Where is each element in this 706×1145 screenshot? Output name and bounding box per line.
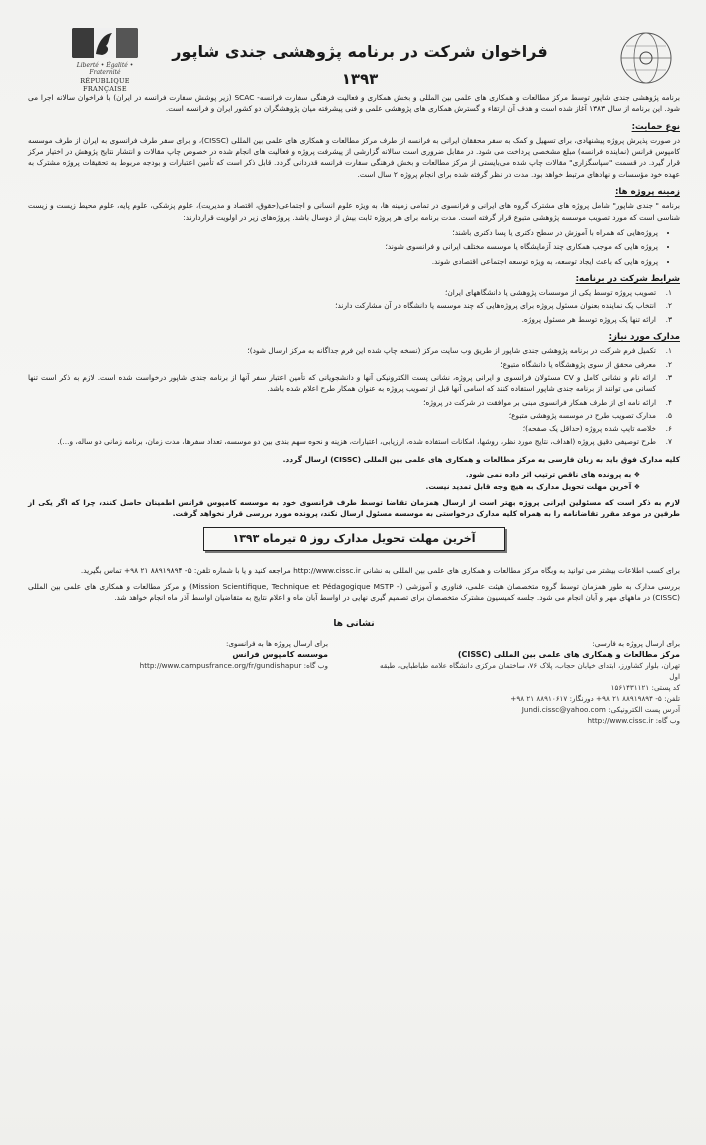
list-item: • پروژه هایی که موجب همکاری چند آزمایشگاه یا موسسه مختلف ایرانی و فرانسوی شوند؛ [28,241,658,252]
france-address-web: وب گاه: http://www.campusfrance.org/fr/gundishapur [139,661,328,671]
list-item: ۲. انتخاب یک نماینده بعنوان مسئول پروژه برای پروژه‌هایی که چند موسسه یا دانشگاه در آن مشارکت دارند؛ [335,301,672,311]
addresses-title: نشانی ها [333,619,375,630]
fields-paragraph: برنامه " جندی شاپور" شامل پروژه های مشترک گروه های ایرانی و فرانسوی در تمامی زمینه ها، به ویژه علوم انسانی و اجتماعی(حقوق، اقتصاد و مدیریت)، علوم پزشکی، علوم پایه، علوم محیط زیست و زیست شناسی است که مورد تصویب موسسه پژوهشی متبوع قرار گرفته است. مدت برنامه برای هر پروژه ثابت بیش از دوسال باشد. پروژه‌های زیر در اولویت قراردارند: [28,201,680,222]
iran-address-org: مرکز مطالعات و همکاری های علمی بین المللی (CISSC) [457,650,680,660]
support-paragraph: در صورت پذیرش پروژه پیشنهادی، برای تسهیل و کمک به سفر محققان ایرانی به فرانسه از طرف مرکز مطالعات و همکاری های علمی بین المللی (CISSC)، و برای سفر طرف فرانسوی به ایران از طرف موسسه کامپوس فرانس (نماینده فرانسه) مبلغ مشخصی پرداخت می شود. در مقابل ضروری است سالانه گزارشی از پیشرفت پروژه و فعالیت های انجام شده در خصوص چاپ مقالات و انتشار نتایج پژوهش در اختیار مرکز قرار گیرد. در قسمت "سپاسگزاری" مقالات چاپ شده می‌بایستی از مرکز مطالعات و بخش فرهنگی سفارت فرانسه قدردانی گردد. قابل ذکر است که تأمین اعتبارات و بودجه مربوط به تحقیقات پروژه مشترک به عهده خود مؤسسات و نهادهای مرتبط خواهد بود. مدت در نظر گرفته شده برای انجام پروژه ۲ سال است. [28,135,680,179]
info-paragraph: برای کسب اطلاعات بیشتر می توانید به وبگاه مرکز مطالعات و همکاری های علمی بین المللی به نشانی http://www.cissc.ir مراجعه کنید و یا با شماره تلفن: ۵- ۸۸۹۱۹۸۹۴ ۲۱ ۹۸+ تماس بگیرید. [80,566,680,576]
iran-address-phone: تلفن: ۵- ۸۸۹۱۹۸۹۴ ۲۱ ۹۸+ دورنگار: ۸۸۹۱۰۶۱۷ ۲۱ ۹۸+ [510,694,680,704]
review-paragraph: بررسی مدارک به طور همزمان توسط گروه متخصصان هیئت علمی، فناوری و آموزشی (- Mission Scientifique, Technique et Pédagogique MSTP) و مرکز مطالعات و همکاری های علمی بین المللی (CISSC) در ماههای مهر و آبان انجام می شود. جلسه کمیسیون مشترک متخصصان برای تصمیم گیری نهایی در اواسط آبان ماه و اعلام نتایج به متقاضیان اواسط آذر ماه انجام خواهد شد. [28,581,681,602]
intro-paragraph: برنامه پژوهشی جندی شاپور توسط مرکز مطالعات و همکاری های علمی بین المللی و بخش همکاری و فعالیت فرهنگی سفارت فرانسه- SCAC (زیر پوشش سفارت فرانسه در ایران) با فراخوان سالانه اجرا می شود. این برنامه از سال ۱۳۸۳ آغاز شده است و هدف آن ارتقاء و گسترش همکاری های پژوهشی علمی و فنی پیشرفته میان پژوهشگران دو کشور ایران و فرانسه است. [28,93,680,114]
list-item: ۶. خلاصه تایپ شده پروژه (حداقل یک صفحه)؛ [522,424,672,434]
support-heading: نوع حمایت: [631,121,680,132]
france-address [28,638,328,726]
documents-list [28,345,680,447]
list-item: ۲. معرفی محقق از سوی پژوهشگاه یا دانشگاه متبوع؛ [500,359,672,369]
iran-address [380,638,680,726]
page-title: فراخوان شرکت در برنامه پژوهشی جندی شاپور [172,42,548,61]
france-address-org: موسسه کامپوس فرانس [232,650,328,660]
documents-heading: مدارک مورد نیاز: [608,332,680,343]
addresses-section [28,638,680,726]
list-item: ۵. مدارک تصویب طرح در موسسه پژوهشی متبوع؛ [508,410,672,420]
document-body [28,92,680,726]
deadline-box: آخرین مهلت تحویل مدارک روز ۵ تیرماه ۱۳۹۳ [203,527,505,551]
list-item: ❖ آخرین مهلت تحویل مدارک به هیچ وجه قابل تمدید نیست. [28,481,640,493]
fields-heading: زمینه پروژه ها: [614,187,680,198]
france-address-caption: برای ارسال پروژه ها به فرانسوی: [226,639,328,649]
priority-list [28,227,680,267]
list-item: ۳. ارائه تنها یک پروژه توسط هر مسئول پروژه. [521,314,672,324]
iran-address-web: وب گاه: http://www.cissc.ir [587,716,680,726]
iran-address-caption: برای ارسال پروژه به فارسی: [592,639,680,649]
list-item: ۱. تکمیل فرم شرکت در برنامه پژوهشی جندی شاپور از طریق وب سایت مرکز (نسخه چاپ شده این فرم جداگانه به مرکز ارسال شود)؛ [247,346,672,356]
logo-motto: Liberté • Égalité • Fraternité [76,62,134,76]
list-item: ۱. تصویب پروژه توسط یکی از موسسات پژوهشی یا دانشگاههای ایران؛ [444,288,672,298]
page-year: ۱۳۹۳ [341,70,379,88]
notice-list [28,469,680,494]
notice-paragraph: کلیه مدارک فوق باید به زبان فارسی به مرکز مطالعات و همکاری های علمی بین المللی (CISSC) ارسال گردد. [282,454,680,464]
iran-address-postal: کد پستی: ۱۵۶۱۴۳۱۱۲۱ [610,683,680,693]
list-item: ❖ به پرونده های ناقص ترتیب اثر داده نمی شود. [28,469,640,481]
conditions-heading: شرایط شرکت در برنامه: [575,273,680,284]
logo-republic: RÉPUBLIQUE FRANÇAISE [80,77,130,93]
list-item: • پروژه‌هایی که همراه با آموزش در سطح دکتری یا پسا دکتری باشند؛ [28,227,658,238]
list-item: ۴. ارائه نامه ای از طرف همکار فرانسوی مبنی بر موافقت در شرکت در پروژه؛ [423,397,672,407]
list-item: ۷. طرح توصیفی دقیق پروژه (اهداف، نتایج مورد نظر، روشها، امکانات استفاده شده، ارزیابی، اعتبارات، هزینه و نحوه سهم بندی بین دو موسسه، تعداد سفرها، مدت زمان، برنامه زمانی دو ساله، و...). [57,437,672,447]
iran-address-email: آدرس پست الکترونیکی: Jundi.cissc@yahoo.com [521,705,680,715]
conditions-list [28,287,680,325]
list-item: ۳. ارائه نام و نشانی کامل و CV مسئولان فرانسوی و ایرانی پروژه، نشانی پست الکترونیکی آنها و دانشجویانی که تأمین اعتبار سفر آنها از برنامه جندی شاپور درخواست شده است. لازم به ذکر است تنها کسانی می توانند از برنامه جندی شاپور استفاده کنند که اسامی آنها قبل از تصویب پروژه به عنوان همکار طرح اعلام شده باشد. [28,372,672,394]
marianne-flag-icon [72,28,138,58]
french-republic-logo [62,28,148,93]
globe-stamp-icon [618,30,674,86]
iran-address-street: تهران، بلوار کشاورز، ابتدای خیابان حجاب، پلاک ۷۶، ساختمان مرکزی دانشگاه علامه طباطبایی، طبقه اول [380,661,681,682]
list-item: • پروژه هایی که باعث ایجاد توسعه، به ویژه توسعه اجتماعی اقتصادی شوند. [28,256,658,267]
warning-paragraph: لازم به ذکر است که مسئولین ایرانی پروژه بهتر است از ارسال همزمان تقاضا توسط طرف فرانسوی خود به موسسه کامپوس فرانس اطمینان حاصل کنند، چرا که اگر یکی از طرفین در موعد مقرر تقاضانامه را به همراه کلیه مدارک درخواستی به موسسه مسئول ارسال نکند، پرونده مورد بررسی قرار نخواهد گرفت. [28,497,680,518]
